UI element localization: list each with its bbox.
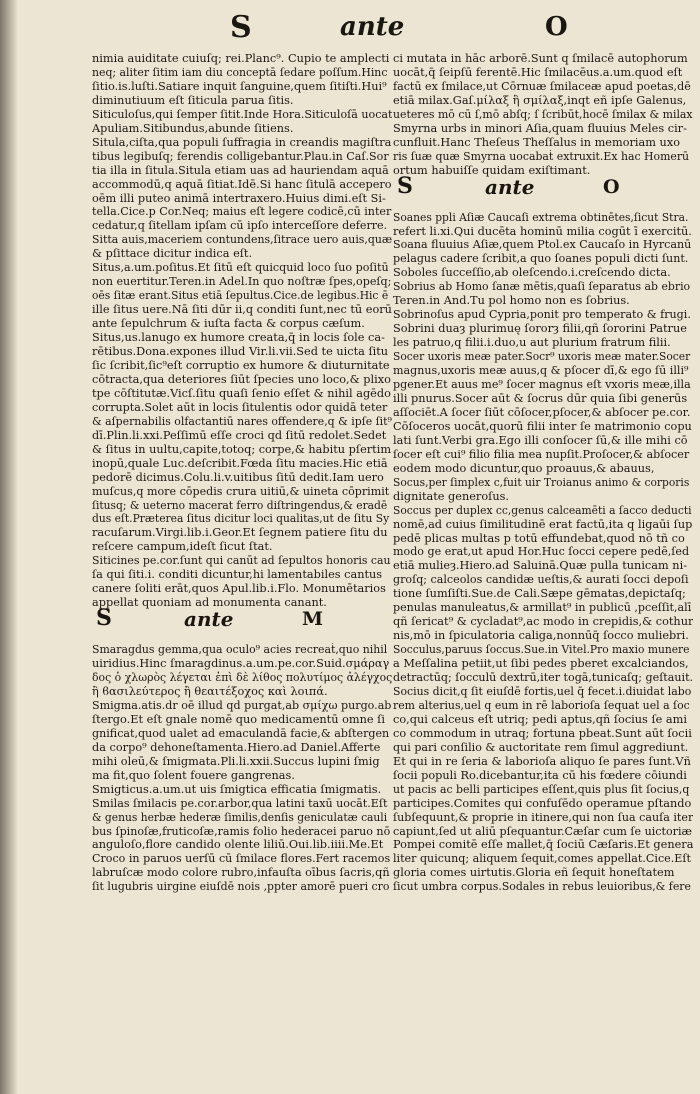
text-line: ſubſequunt,& proprie in itinere,qui non ſua cauſa iter <box>393 810 693 824</box>
text-line: ἢ ϐασιλεύτερος ἢ θεαιτέξοχος καὶ λοιπά. <box>92 684 328 698</box>
text-line: les patruo,q filii.i.duo,u aut plurium fratrum filii. <box>393 336 671 350</box>
text-line: Soccus per duplex cc,genus calceamēti a ſacco deducti <box>393 503 692 517</box>
text-line: ante ſepulchrum & iuſta facta & corpus cæſum. <box>92 317 365 331</box>
text-line: neq; aliter ſitim iam diu conceptā ſedare poſſum.Hinc <box>92 65 388 79</box>
right-column-entries-bottom <box>393 211 693 895</box>
text-line: mihi oleū,& ſmigmata.Pli.li.xxii.Succus lupini ſmig <box>92 754 380 768</box>
text-line: ille ſitus uere.Nā ſiti dūr ii,q conditi ſunt,nec tū eorū <box>92 303 392 317</box>
text-line: ueteres mō cū ſ,mō abſq; ſ ſcribūt,hocē ſmilax & milax <box>393 107 693 121</box>
text-line: Smigma.atis.dr oē illud qd purgat,ab σμίχω purgo.ab <box>92 698 392 712</box>
text-line: dus eſt.Præterea ſitus dicitur loci qualitas,ut de ſitu Sy <box>92 512 390 526</box>
section-heading-word: ante <box>184 607 234 632</box>
left-column <box>92 52 392 1082</box>
text-line: oēs ſitæ erant.Situs etiā ſepultus.Cice.de legibus.Hic ē <box>92 289 389 303</box>
text-line: liter quicunq; aliquem ſequit,comes appellat.Cice.Eſt <box>393 852 691 866</box>
text-line: Smigticus.a.um.ut uis ſmigtica efficatia ſmigmatis. <box>92 782 382 796</box>
text-line: ortum habuiſſe quidam exiſtimant. <box>393 163 591 177</box>
text-line: dī.Plin.li.xxi.Peſſimū eſſe croci qd ſitū redolet.Sedet <box>92 428 387 442</box>
text-line: Teren.in And.Tu pol homo non es ſobrius. <box>393 294 630 308</box>
text-line: Socius dicit,q ſit eiuſdē fortis,uel q̄ fecet.i.diuidat labo <box>393 684 692 698</box>
text-line: canere ſoliti erāt,quos Apul.lib.i.Flo. Monumētarios <box>92 582 386 596</box>
text-line: detractūq; ſocculū dextrū,iter togā,tunicaſq; geſtauit. <box>393 671 693 685</box>
text-line: Soanes ppli Aſiæ Caucaſi extrema obtinētes,ſicut Stra. <box>393 210 689 224</box>
text-line: pedē plicas multas p totū effundebat,quod nō tñ co <box>393 531 685 545</box>
text-line: reſcere campum,ideſt ſicut ſtat. <box>92 540 273 554</box>
text-line: illi pnurus.Socer aūt & ſocrus dūr quia ſibi generūs <box>393 391 688 405</box>
text-line: co,qui calceus eſt utriq; pedi aptus,qñ ſocius ſe ami <box>393 712 687 726</box>
text-line: pgener.Et auus me⁹ ſocer magnus eſt vxoris meæ,illa <box>393 378 691 392</box>
text-line: gloria comes uirtutis.Gloria eñ ſequit honeſtatem <box>393 866 675 880</box>
text-line: ut pacis ac belli participes eſſent,quis plus ſit ſocius,q <box>393 782 690 796</box>
text-line: Et qui in re ſeria & laborioſa aliquo ſe pares ſunt.Vñ <box>393 754 691 768</box>
text-line: ris ſuæ quæ Smyrna uocabaṫ extruxit.Ex hac Homerū <box>393 149 690 163</box>
text-line: rem alterius,uel q eum in rē laborioſa ſequat̄ uel a ſoc <box>393 698 690 712</box>
right-column-entries-top <box>393 52 693 178</box>
text-line: Socer uxoris meæ pater.Socr⁹ uxoris meæ mater.Socer <box>393 350 691 364</box>
header-word-ante: ante <box>340 12 405 42</box>
section-heading-letter-right: M <box>302 608 324 631</box>
text-line: cunfluit.Hanc Theſeus Theſſalus in memoriam uxo <box>393 135 681 149</box>
text-line: magnus,uxoris meæ auus,q & pſocer dī,& ego ſū illi⁹ <box>393 364 689 378</box>
text-line: ſocer eſt cui⁹ filio filia mea nupſit.Proſocer,& abſocer <box>393 447 690 461</box>
text-line: lati ſunt.Verbi gra.Ego illi conſocer ſū,& ille mihi cō <box>393 433 688 447</box>
text-line: ſitusq; & ueterno macerat ferro diſtringendus,& eradē <box>92 498 388 512</box>
section-heading-word: ante <box>485 174 535 199</box>
text-line: ſit lugubris uirgine eiuſdē nois ,ppter amorē pueri cro <box>92 880 390 894</box>
text-line: pedorē dicimus.Colu.li.v.uitibus ſitū dedit.Iam uero <box>92 470 384 484</box>
text-line: Soboles ſucceſſio,ab oleſcendo.i.creſcendo dicta. <box>393 266 671 280</box>
section-heading-letter-right: O <box>603 175 620 198</box>
text-line: ſocii populi Ro.dicebantur,ita cū his fœdere cōiundi <box>393 768 687 782</box>
text-line: Socus,per ſimplex c,fuit uir Troianus animo & corporis <box>393 475 690 489</box>
text-line: Smaragdus gemma,qua oculo⁹ acies recreaṫ,quo nihil <box>92 643 388 657</box>
text-line: ſicut umbra corpus.Sodales in rebus leuioribus,& fere <box>393 880 691 894</box>
text-line: & genus herbæ hederæ ſimilis,denſis geniculatæ cauli <box>92 810 388 824</box>
left-column-entries-bottom <box>92 643 392 894</box>
text-line: corrupta.Solet aūt in locis ſitulentis odor quidā teter <box>92 400 388 414</box>
text-line: non euertitur.Teren.in Adel.In quo noſtræ ſpes,opeſq; <box>92 275 392 289</box>
text-line: qñ ſericat⁹ & cycladat⁹,ac modo in crepidis,& cothur <box>393 615 693 629</box>
text-line: uiridius.Hinc ſmaragdinus.a.um.pe.cor.Suid.σμάραγ <box>92 657 390 671</box>
text-line: Cōſoceros uocāt,quorū filii inter ſe matrimonio copu <box>393 419 692 433</box>
text-line: a Meſſalina petiit,ut ſibi pedes pberet excalciandos, <box>393 657 689 671</box>
text-line: Situs,us.lanugo ex humore creata,q̄ in locis ſole ca- <box>92 331 385 345</box>
text-line: Smyrna urbs in minori Aſia,quam fluuius Meles cir- <box>393 121 687 135</box>
text-line: factū ex ſmilace,ut Cōrnuæ ſmilaceæ apud poetas,dē <box>393 79 691 93</box>
right-column <box>393 52 693 1082</box>
text-line: diminutiuum eſt ſiticula parua ſitis. <box>92 93 294 107</box>
text-line: Sobrius ab Homo ſanæ mētis,quaſi ſeparatus ab ebrio <box>393 280 691 294</box>
text-line: ci mutata in hāc arborē.Sunt q ſmilacē autophorum <box>393 52 688 65</box>
text-line: groſq; calceolos candidæ ueſtis,& aurati ſocci depoſi <box>393 573 689 587</box>
text-line: nomē,ad cuius ſimilitudinē erat factū,ita q ligaūi ſup <box>393 517 693 531</box>
section-heading-s-ante-o <box>393 172 693 208</box>
text-line: accommodū,q aquā ſitiat.Idē.Si hanc ſitulā accepero <box>92 177 392 191</box>
text-line: labruſcæ modo colore rubro,infauſta oībus ſacris,qñ <box>92 866 390 880</box>
text-line: ſtergo.Et eſt gnale nomē quo medicamentū omne ſi <box>92 712 385 726</box>
section-heading-s-ante-m <box>92 605 392 640</box>
text-line: tibus legibuſq; ferendis colligebantur.Plau.in Caſ.Sor <box>92 149 389 163</box>
text-line: Apuliam.Sitibundus,abunde ſitiens. <box>92 121 294 135</box>
text-line: pelagus cadere ſcribit,a quo ſoanes populi dicti ſunt. <box>393 252 689 266</box>
text-line: tella.Cice.p Cor.Neq; maius eſt legere codicē,cū inter <box>92 205 392 219</box>
text-line: ſa qui ſiti.i. conditi dicuntur,hi lamentabiles cantus <box>92 568 383 582</box>
text-line: Croco in paruos uerſū cū ſmilace flores.Fert racemos <box>92 852 391 866</box>
text-line: Pompei comitē eſſe mallet,q̄ ſociū Cæſaris.Et genera <box>393 838 693 852</box>
header-letter-o: O <box>545 12 568 42</box>
text-line: appellat quoniam ad monumenta canant. <box>92 596 327 610</box>
text-line: ſitio.is.luſti.Satiare inquit ſanguine,quem ſitiſti.Hui⁹ <box>92 79 387 93</box>
text-line: etiā mulieȝ.Hiero.ad Saluinā.Quæ pulla tunicam ni- <box>393 559 688 573</box>
text-line: anguloſo,flore candido olente liliū.Oui.lib.iiii.Me.Et <box>92 838 384 852</box>
text-line: gnificat,quod ualet ad emaculandā facie,& abſtergen <box>92 726 390 740</box>
text-line: Situs,a.um.poſitus.Et ſitū eſt quicquid loco ſuo poſitū <box>92 261 389 275</box>
text-line: Siticines pe.cor.ſunt qui canūt ad ſepultos honoris cau <box>92 554 391 568</box>
text-line: uocāt,q̄ ſeipſū ferentē.Hic ſmilacēus.a.um.quod eſt <box>393 65 683 79</box>
text-line: & pſittace dicitur indica eſt. <box>92 247 253 261</box>
text-line: da corpo⁹ dehoneſtamenta.Hiero.ad Daniel.Afferte <box>92 740 381 754</box>
text-line: Siticuloſus,qui ſemper ſitit.Inde Hora.Siticuloſā uocat <box>92 107 392 121</box>
text-line: Socculus,paruus ſoccus.Sue.in Vitel.Pro maxio munere <box>393 643 690 657</box>
text-line: etiā milax.Gaſ.μίλαξ ἢ σμίλαξ,inqt eñ ipſe Galenus, <box>393 93 687 107</box>
text-line: Sobrini duaȝ plurimuę ſororȝ filii,qñ ſororini Patrue <box>393 322 687 336</box>
text-line: inopū,quale Luc.deſcribit.Fœda ſitu macies.Hic etiā <box>92 456 388 470</box>
text-line: qui pari conſilio & auctoritate rem ſimul aggrediunt. <box>393 740 689 754</box>
text-line: co commodum in utraq; fortuna pbeat.Sunt aūt ſocii <box>393 726 692 740</box>
text-line: δος ὁ χλωρὸς λέγεται ἐπὶ δὲ λίθος πολυτίμος ἀλέγχος <box>92 671 392 685</box>
text-line: & aſpernabilis olfactantiū nares offendere,q & ipſe ſit⁹ <box>92 414 392 428</box>
text-line: penulas manuleatus,& armillat⁹ in publicū ,pceſſit,alī <box>393 601 692 615</box>
text-line: ſic ſcribit,ſic⁹eſt corruptio ex humore & diuturnitate <box>92 358 390 372</box>
text-line: & ſitus in uultu,capite,totoq; corpe,& habitu pſertim <box>92 442 392 456</box>
text-line: aſſociēt.A ſocer ſiūt cōſocer,pſocer,& abſocer pe.cor. <box>393 405 691 419</box>
text-line: tione ſumſiſti.Sue.de Cali.Sæpe gēmatas,depictaſq; <box>393 587 686 601</box>
text-line: muſcus,q more cōpedis crura uitiū,& uineta cōprimit <box>92 484 390 498</box>
text-line: Smilas ſmilacis pe.cor.arbor,qua latini taxū uocāt.Eſt <box>92 796 388 810</box>
running-header <box>0 10 700 50</box>
section-heading-letter: S <box>96 605 112 632</box>
text-line: Soana fluuius Aſiæ,quem Ptol.ex Caucaſo in Hyrcanū <box>393 238 692 252</box>
text-line: refert li.xi.Qui ducēta hominū milia cogūt ī exercitū. <box>393 224 692 238</box>
section-heading-letter: S <box>397 172 413 199</box>
text-line: Sitta auis,maceriem contundens,ſitrace uero auis,quæ <box>92 233 392 247</box>
text-line: ma fit,quo ſolent fouere gangrenas. <box>92 768 295 782</box>
left-column-entries-top <box>92 52 392 610</box>
text-line: eodem modo dicuntur,quo proauus,& abauus, <box>393 461 655 475</box>
text-line: tpe cōſtitutæ.Vicſ.ſitu quaſi ſenio eſſet & nihil agēdo <box>92 386 391 400</box>
text-line: dignitate generoſus. <box>393 489 509 503</box>
book-spine-shadow <box>0 0 18 1094</box>
text-line: bus ſpinoſæ,fruticoſæ,ramis folio hederacei paruo nō <box>92 824 391 838</box>
text-line: cedatur,q ſitellam ipſam cū ipſo interceſſore deferre. <box>92 219 388 233</box>
text-line: capiunt,ſed ut aliū pſequantur.Cæſar cum ſe uictoriæ <box>393 824 692 838</box>
text-line: racuſarum.Virgi.lib.i.Geor.Et ſegnem patiere ſitu du <box>92 526 388 540</box>
text-line: Situla,ciſta,qua populi ſuffragia in creandis magiſtra <box>92 135 392 149</box>
text-line: participes.Comites qui confuſēdo operamue pſtando <box>393 796 692 810</box>
text-line: rētibus.Dona.expones illud Vir.li.vii.Sed te uicta ſitu <box>92 345 389 359</box>
text-line: tia illa in ſitula.Situla etiam uas ad hauriendam aquā <box>92 163 389 177</box>
header-letter-s: S <box>230 10 252 45</box>
text-line: nis,mō in ſpiculatoria caliga,nonnūq̄ ſocco muliebri. <box>393 629 689 643</box>
text-line: oēm illi puteo animā intertraxero.Huius dimi.eſt Si- <box>92 191 386 205</box>
text-line: nimia auiditate cuiuſq; rei.Planc⁹. Cupio te amplecti <box>92 52 390 65</box>
text-line: cōtracta,qua deteriores ſiūt ſpecies uno loco,& plixo <box>92 372 391 386</box>
text-line: Sobrinoſus apud Cypria,ponit pro temperato & frugi. <box>393 308 691 322</box>
text-line: modo ge erat,ut apud Hor.Huc ſocci cepere pedē,ſed <box>393 545 690 559</box>
